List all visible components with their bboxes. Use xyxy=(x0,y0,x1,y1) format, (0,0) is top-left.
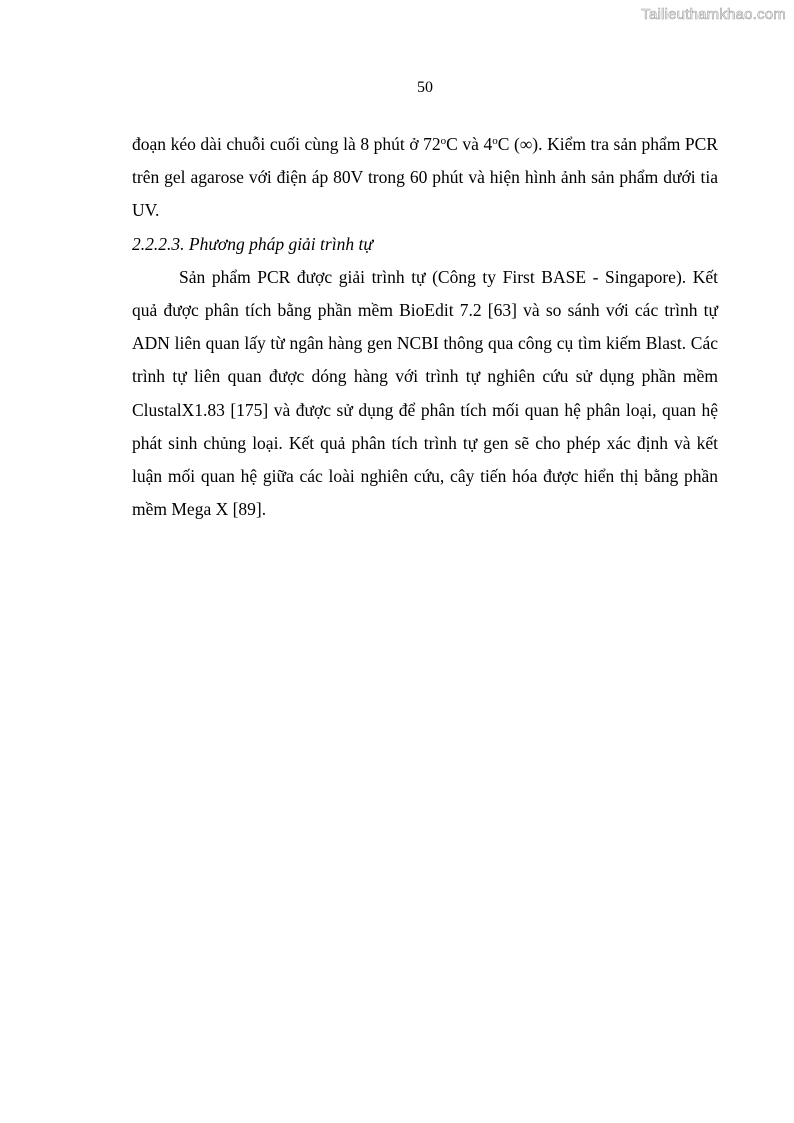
para1-text-a: đoạn kéo dài chuỗi cuối cùng là 8 phút ở 72 xyxy=(132,134,441,154)
para1-text-b: C và 4 xyxy=(446,134,493,154)
page-number: 50 xyxy=(417,79,433,96)
document-body xyxy=(132,128,718,526)
degree-superscript: o xyxy=(492,135,498,147)
para1-text-c: C (∞). Kiểm tra sản phẩm PCR trên gel agarose với điện áp 80V trong 60 phút và hiện hình ảnh sản phẩm dưới tia UV. xyxy=(132,134,718,221)
paragraph-pcr-conditions xyxy=(132,128,718,228)
watermark: Tailieuthamkhao.com xyxy=(641,6,786,23)
section-heading: 2.2.2.3. Phương pháp giải trình tự xyxy=(132,233,373,254)
degree-superscript: o xyxy=(440,135,447,147)
paragraph-sequencing-method: Sản phẩm PCR được giải trình tự (Công ty First BASE - Singapore). Kết quả được phân tích bằng phần mềm BioEdit 7.2 [63] và so sánh với các trình tự ADN liên quan lấy từ ngân hàng gen NCBI thông qua công cụ tìm kiếm Blast. Các trình tự liên quan được dóng hàng với trình tự nghiên cứu sử dụng phần mềm ClustalX1.83 [175] và được sử dụng để phân tích mối quan hệ phân loại, quan hệ phát sinh chủng loại. Kết quả phân tích trình tự gen sẽ cho phép xác định và kết luận mối quan hệ giữa các loài nghiên cứu, cây tiến hóa được hiển thị bằng phần mềm Mega X [89]. xyxy=(132,266,718,520)
